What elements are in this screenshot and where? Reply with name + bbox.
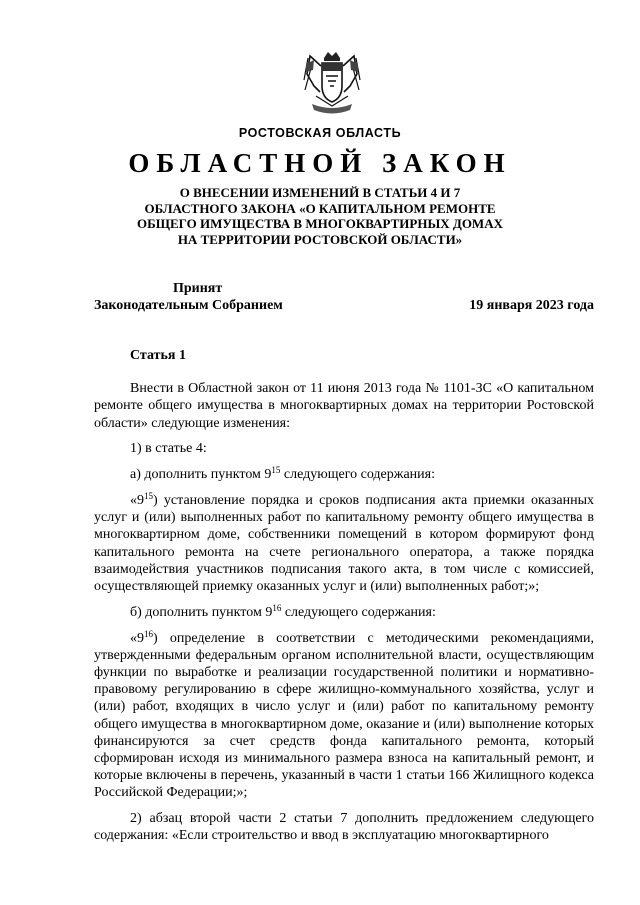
- paragraph-item-a: [94, 466, 594, 483]
- text: а) дополнить пунктом 9: [130, 467, 272, 483]
- adoption-date: 19 января 2023 года: [469, 298, 594, 313]
- law-subject: [0, 185, 640, 247]
- paragraph-item-b: [94, 604, 594, 621]
- text: б) дополнить пунктом 9: [130, 604, 273, 620]
- article-title: Статья 1: [130, 348, 186, 363]
- text: следующего содержания:: [281, 604, 436, 620]
- superscript: 15: [271, 465, 281, 476]
- region-name: РОСТОВСКАЯ ОБЛАСТЬ: [238, 126, 402, 140]
- coat-of-arms-emblem: [302, 50, 362, 118]
- text: ) определение в соответствии с методическими рекомендациями, утвержденными федеральным органом исполнительной власти, осуществляющим функции по выработке и реализации государственной политики и нормативно-правовому регулированию в сфере жилищно-коммунального хозяйства, услуг и (или) работ, входящих в число услуг и (или) работ по капитальному ремонту общего имущества в многоквартирном доме, оказание и (или) выполнение которых финансируются за счет средств фонда капитального ремонта, который сформирован исходя из минимального размера взноса на капитальный ремонт, и которые включены в перечень, указанный в части 1 статьи 166 Жилищного кодекса Российской Федерации;»;: [94, 630, 594, 801]
- paragraph-point-9-16: [94, 630, 594, 802]
- document-type: ОБЛАСТНОЙ ЗАКОН: [128, 148, 512, 178]
- superscript: 16: [144, 628, 153, 639]
- paragraph-intro: Внести в Областной закон от 11 июня 2013 года № 1101-ЗС «О капитальном ремонте общего имущества в многоквартирных домах на территории Ростовской области» следующие изменения:: [94, 381, 594, 431]
- text: «9: [130, 493, 144, 508]
- adopting-body: Законодательным Собранием: [94, 298, 283, 313]
- law-body: [94, 347, 594, 845]
- text: следующего содержания:: [280, 467, 435, 483]
- superscript: 16: [272, 602, 282, 613]
- paragraph-item-2: 2) абзац второй части 2 статьи 7 дополнить предложением следующего содержания: «Если строительство и ввод в эксплуатацию многоквартирного: [94, 811, 594, 844]
- text: «9: [130, 630, 144, 646]
- adopted-label: Принят: [173, 281, 223, 296]
- subject-line: НА ТЕРРИТОРИИ РОСТОВСКОЙ ОБЛАСТИ»: [177, 231, 463, 247]
- paragraph-point-9-15: [94, 492, 594, 595]
- text: ) установление порядка и сроков подписания акта приемки оказанных услуг и (или) выполненных работ по капитальному ремонту общего имущества в многоквартирном доме, собственники помещений в котором формируют фонд капитального ремонта на счете регионального оператора, а также порядка взаимодействия участников подписания такого акта, в том числе с комиссией, осуществляющей приемку оказанных услуг и (или) выполненных работ;»;: [94, 493, 594, 595]
- subject-line: О ВНЕСЕНИИ ИЗМЕНЕНИЙ В СТАТЬИ 4 И 7: [179, 185, 461, 200]
- subject-line: ОБЩЕГО ИМУЩЕСТВА В МНОГОКВАРТИРНЫХ ДОМАХ: [137, 216, 503, 231]
- superscript: 15: [144, 491, 153, 501]
- adoption-block: [94, 280, 594, 314]
- subject-line: ОБЛАСТНОГО ЗАКОНА «О КАПИТАЛЬНОМ РЕМОНТЕ: [144, 200, 496, 216]
- paragraph-item-1: 1) в статье 4:: [130, 441, 207, 457]
